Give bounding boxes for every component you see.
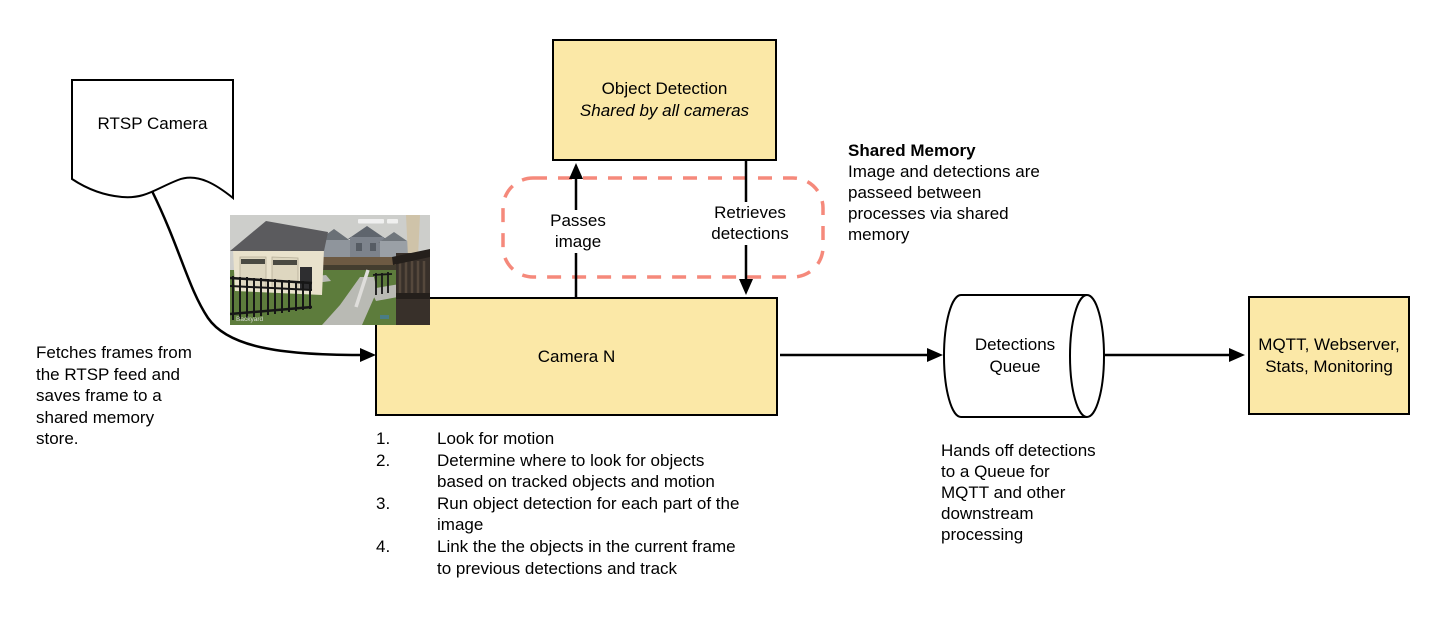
detections-queue-label: Detections Queue bbox=[974, 335, 1056, 376]
photo-timestamp bbox=[358, 219, 398, 224]
camera-n-label: Camera N bbox=[537, 346, 616, 366]
outputs-box bbox=[1248, 296, 1410, 415]
outputs-line-2: Stats, Monitoring bbox=[1265, 356, 1393, 376]
camera-n-box bbox=[375, 297, 778, 416]
camera-snapshot-scene bbox=[230, 215, 430, 325]
queue-note: Hands off detections to a Queue for MQTT and other downstream processing bbox=[941, 441, 1096, 544]
camera-steps-list bbox=[376, 428, 806, 579]
outputs-line-1: MQTT, Webserver, bbox=[1258, 334, 1400, 354]
camera-snapshot-photo bbox=[230, 215, 430, 325]
photo-camera-name-label: Backyard bbox=[236, 316, 264, 323]
rtsp-to-camera-arrowhead bbox=[360, 348, 376, 362]
shared-memory-note: Shared Memory Image and detections are passeed between processes via shared memory bbox=[848, 141, 1040, 244]
camera-step-1: 1. Look for motion bbox=[376, 429, 555, 448]
passes-image-label: Passes image bbox=[534, 210, 622, 253]
queue-to-outputs-arrowhead bbox=[1229, 348, 1245, 362]
camera-step-4: 4. Link the the objects in the current frame to previous detections and track bbox=[376, 536, 736, 578]
passes-image-arrowhead bbox=[569, 163, 583, 179]
object-detection-subtitle: Shared by all cameras bbox=[579, 101, 750, 120]
retrieves-detections-arrowhead bbox=[739, 279, 753, 295]
object-detection-title: Object Detection bbox=[601, 79, 728, 98]
camera-to-queue-arrowhead bbox=[927, 348, 943, 362]
rtsp-camera-label: RTSP Camera bbox=[97, 114, 208, 133]
camera-step-2: 2. Determine where to look for objects based on tracked objects and motion bbox=[376, 450, 715, 492]
retrieves-detections-label: Retrieves detections bbox=[700, 202, 800, 245]
fetch-note: Fetches frames from the RTSP feed and saves frame to a shared memory store. bbox=[36, 343, 192, 448]
camera-step-3: 3. Run object detection for each part of the image bbox=[376, 493, 740, 535]
object-detection-box bbox=[552, 39, 777, 161]
shared-memory-note-title: Shared Memory bbox=[848, 141, 976, 160]
